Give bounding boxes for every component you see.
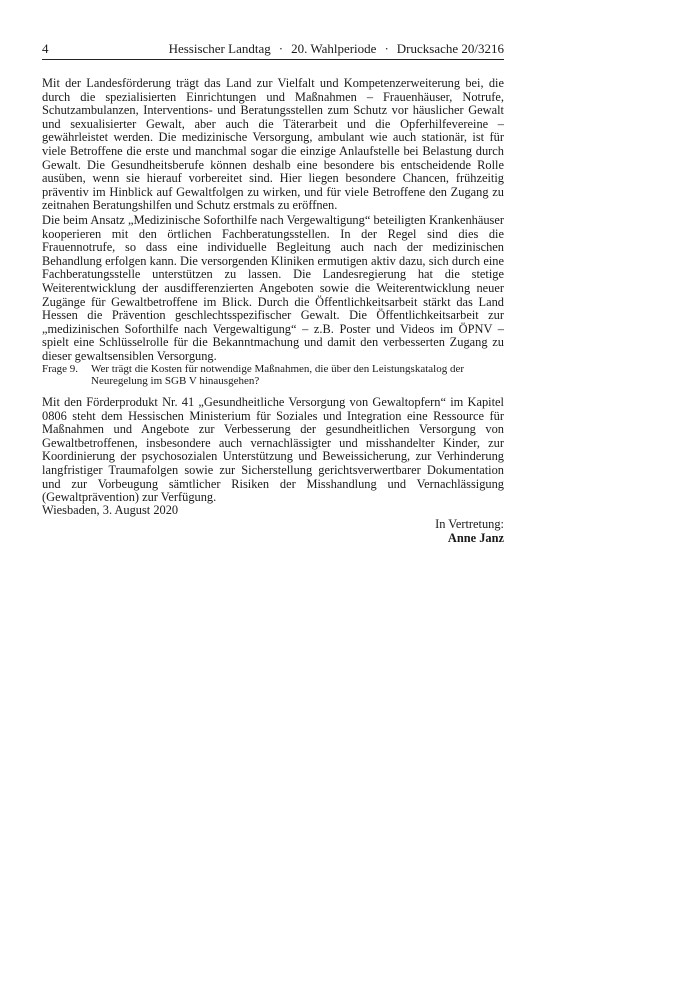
page-header xyxy=(42,38,504,60)
running-title xyxy=(169,41,504,57)
body-paragraph-2: Die beim Ansatz „Medizinische Soforthilfe nach Vergewaltigung“ beteiligten Krankenhäuser kooperieren mit den örtlichen Fachberatungsstellen. In der Regel sind dies die Frauennotrufe, so dass eine individuelle Begleitung auch nach der medizinischen Behandlung erfolgen kann. Die versorgenden Kliniken ermutigen aktiv dazu, sich durch eine Fachberatungsstelle unterstützen zu lassen. Die Landesregierung hat die stetige Weiterentwicklung der ausdifferenzierten Angeboten sowie die Weiterentwicklung neuer Zugänge für Gewaltbetroffene im Blick. Durch die Öffentlichkeitsarbeit stärkt das Land Hessen die Prävention geschlechtsspezifischer Gewalt. Die Öffentlichkeitsarbeit zur „medizinischen Soforthilfe nach Vergewaltigung“ – z.B. Poster und Videos im ÖPNV – spielt eine Schlüsselrolle für die Bekanntmachung und damit den verbesserten Zugang zu dieser gewaltsensiblen Versorgung. xyxy=(42,213,504,363)
legislative-period: 20. Wahlperiode xyxy=(291,41,377,56)
signature-block xyxy=(435,517,504,545)
question-text: Wer trägt die Kosten für notwendige Maßnahmen, die über den Leistungskatalog der Neuregelung im SGB V hinausgehen? xyxy=(91,363,465,388)
page-number: 4 xyxy=(42,41,49,56)
body-paragraph-1: Mit der Landesförderung trägt das Land zur Vielfalt und Kompetenzerweiterung bei, die durch die spezialisierten Einrichtungen und Maßnahmen – Frauenhäuser, Notrufe, Schutzambulanzen, Interventions- und Beratungsstellen zum Schutz vor häuslicher Gewalt und sexualisierter Gewalt, aber auch die Täterarbeit und die Opferhilfevereine – gewährleistet werden. Die medizinische Versorgung, ambulant wie auch stationär, ist für viele Betroffene die erste und manchmal sogar die einzige Anlaufstelle bei Belastung durch Gewalt. Die Gesundheitsberufe können deshalb eine besondere bis entscheidende Rolle ausüben, wenn sie hierauf vorbereitet sind. Hier liegen besondere Chancen, frühzeitig präventiv im Hinblick auf Gewaltfolgen zu wirken, und für viele Betroffene den Zugang zu zeitnahen Beratungshilfen und Schutz erstmals zu eröffnen. xyxy=(42,76,504,213)
answer-paragraph: Mit den Förderprodukt Nr. 41 „Gesundheitliche Versorgung von Gewaltopfern“ im Kapitel 0806 steht dem Hessischen Ministerium für Soziales und Integration eine Ressource für Maßnahmen und Angebote zur Verbesserung der gesundheitlichen Versorgung von Gewaltbetroffenen, insbesondere auch vernachlässigter und misshandelter Kinder, zur Koordinierung der psychosozialen Unterstützung und Beweissicherung, zur Verhinderung langfristiger Traumafolgen sowie zur Sicherstellung gerichtsverwertbarer Dokumentation und zur Vorbeugung sämtlicher Risiken der Misshandlung und Vernachlässigung (Gewaltprävention) zur Verfügung. xyxy=(42,395,504,505)
signer-name: Anne Janz xyxy=(447,531,504,545)
place-date: Wiesbaden, 3. August 2020 xyxy=(42,503,179,517)
parliament-name: Hessischer Landtag xyxy=(168,41,271,56)
header-separator: · xyxy=(384,41,389,56)
question-block xyxy=(42,363,504,388)
question-label: Frage 9. xyxy=(42,363,79,375)
document-number: Drucksache 20/3216 xyxy=(396,41,504,56)
header-separator: · xyxy=(278,41,284,56)
representation-note: In Vertretung: xyxy=(435,517,504,531)
